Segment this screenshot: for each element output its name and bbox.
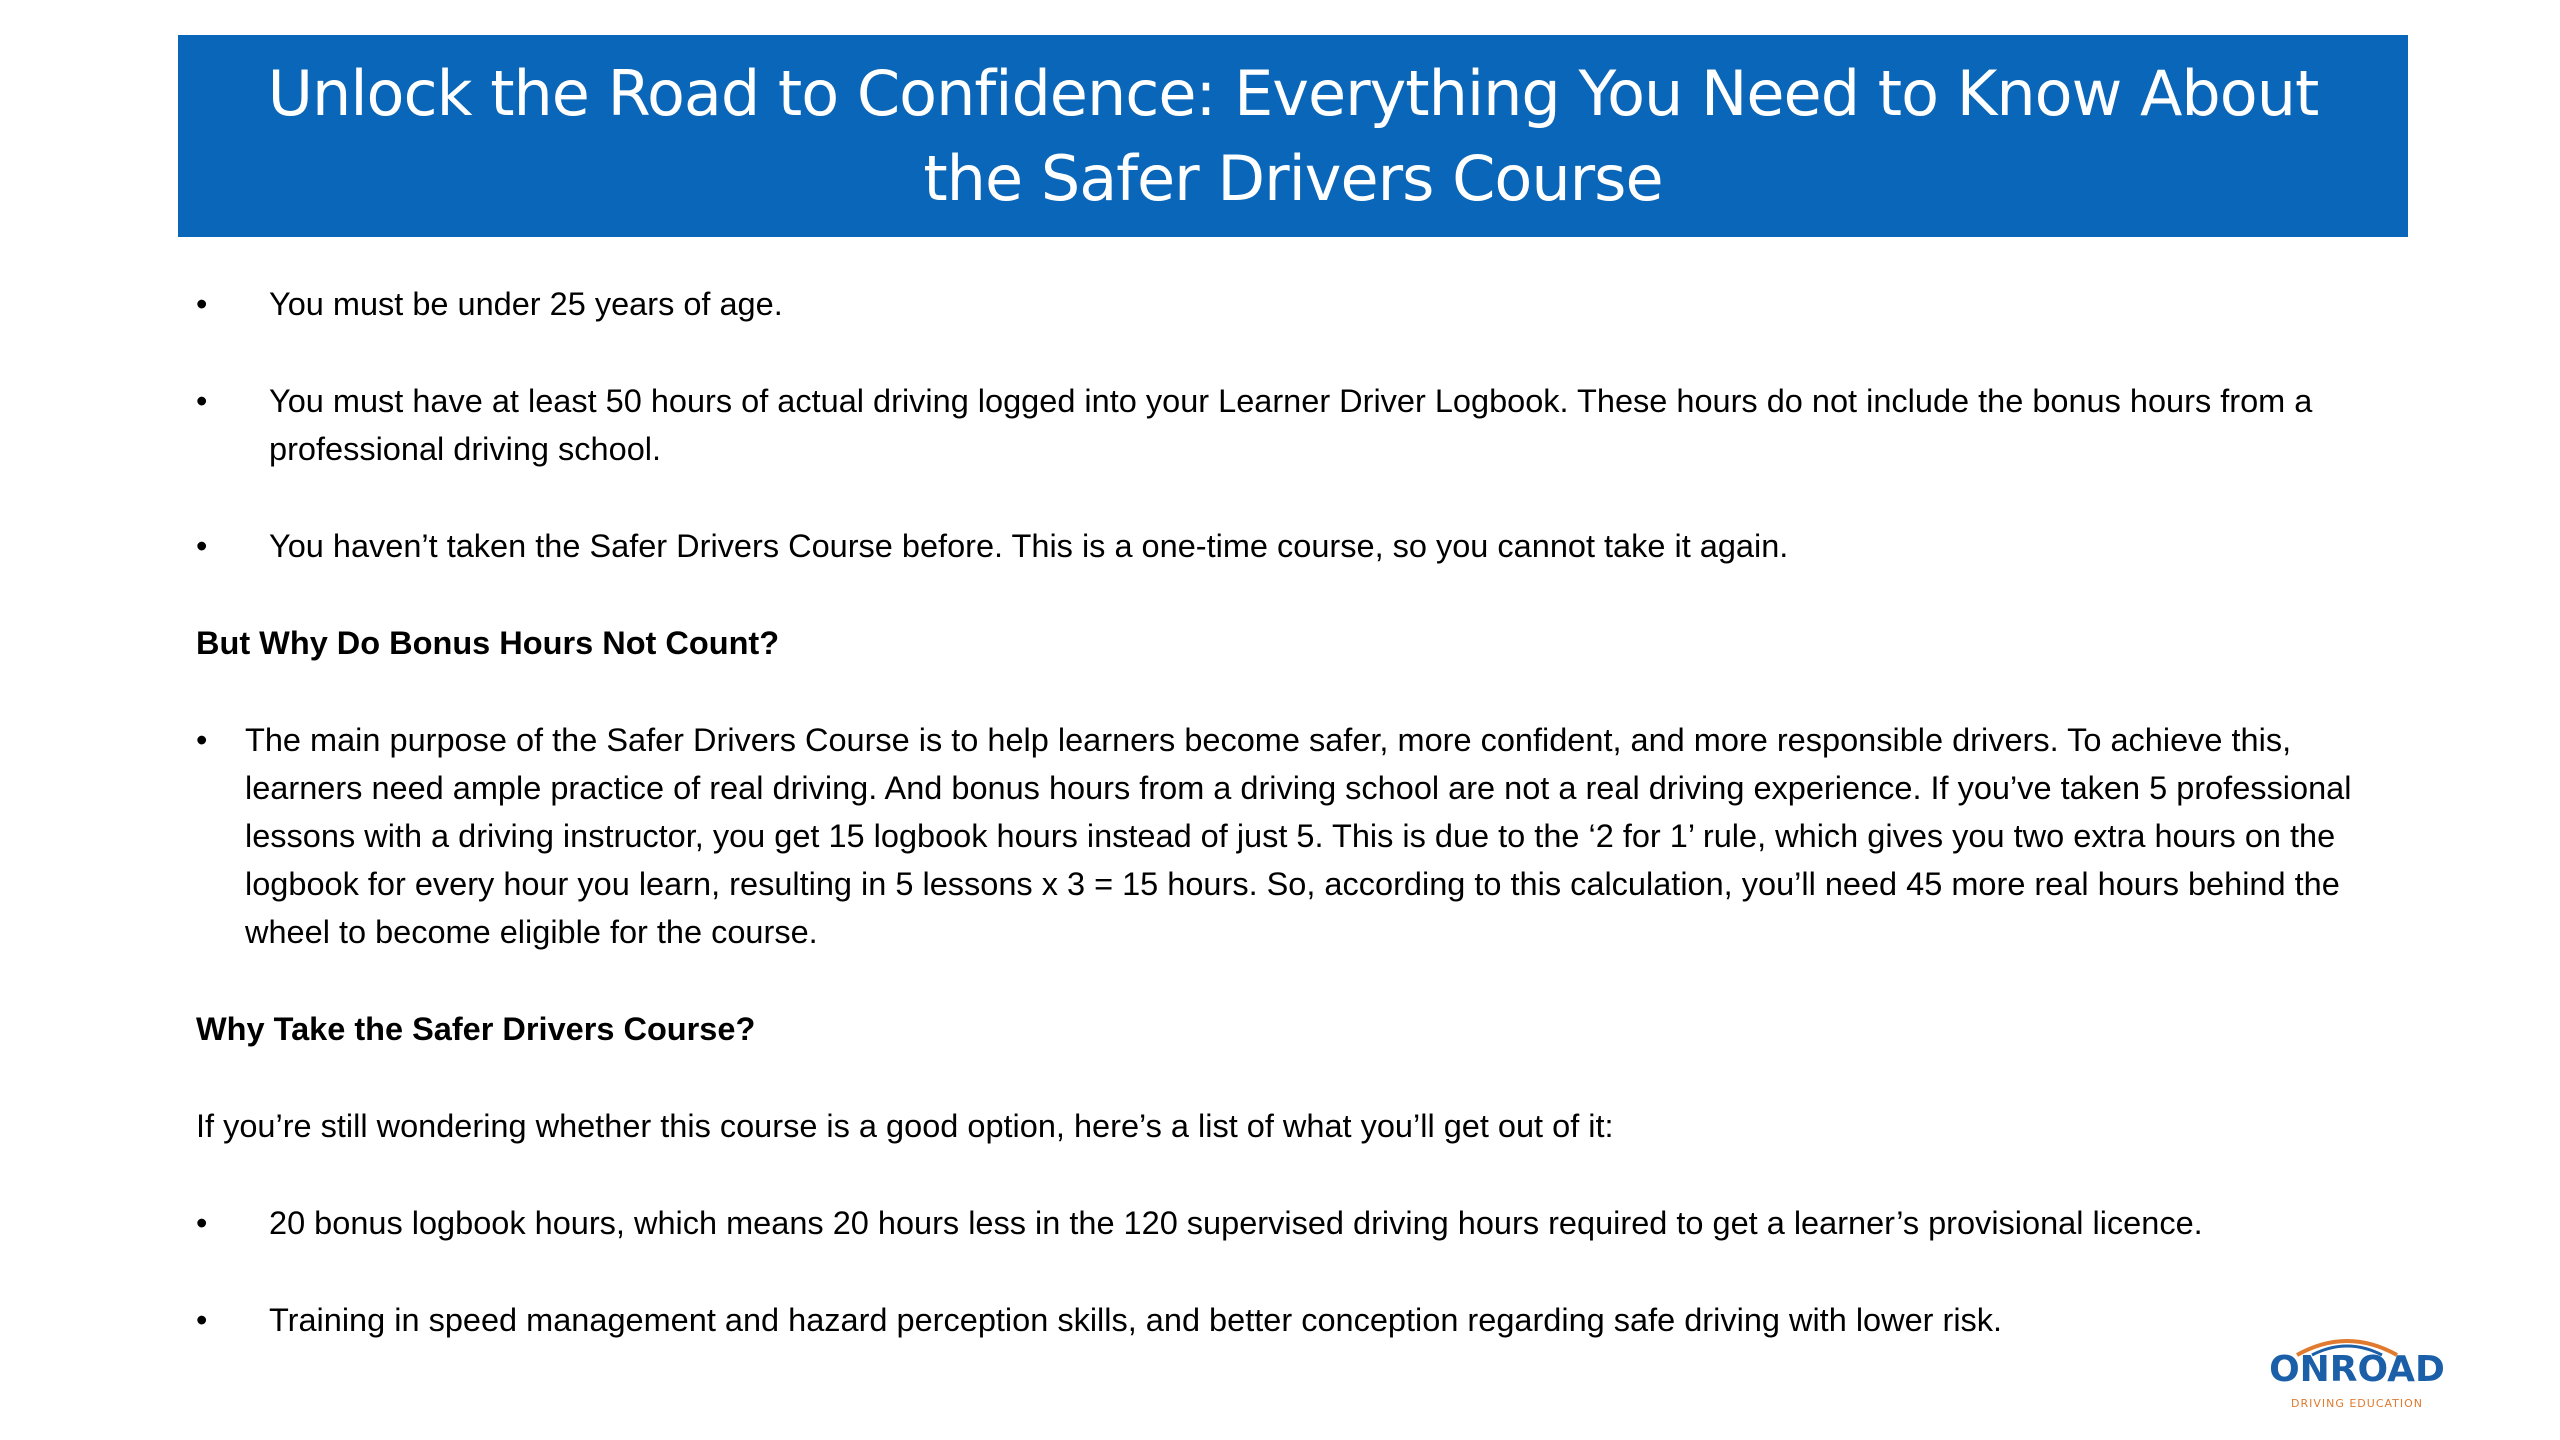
bullet-marker: • (196, 722, 208, 758)
logo-wordmark: ONROAD (2269, 1349, 2445, 1390)
bullet-marker: • (196, 528, 208, 564)
eligibility-bullet (196, 522, 2396, 570)
section-heading-why-take: Why Take the Safer Drivers Course? (196, 1011, 756, 1047)
benefit-bullet (196, 1296, 2396, 1344)
eligibility-bullet (196, 377, 2396, 473)
onroad-logo (2262, 1335, 2452, 1415)
bullet-marker: • (196, 286, 208, 322)
why-take-intro: If you’re still wondering whether this course is a good option, here’s a list of what you’ll get out of it: (196, 1108, 1614, 1144)
eligibility-bullet (196, 280, 2396, 328)
title-banner (178, 35, 2408, 237)
eligibility-bullet-text: You must be under 25 years of age. (269, 286, 783, 322)
bullet-marker: • (196, 1302, 208, 1338)
benefit-bullet (196, 1199, 2396, 1247)
bonus-hours-text: The main purpose of the Safer Drivers Course is to help learners become safer, more confident, and more responsible drivers. To achieve this, learners need ample practice of real driving. And bonus hours from a driving school are not a real driving experience. If you’ve taken 5 professional lessons with a driving instructor, you get 15 logbook hours instead of just 5. This is due to the ‘2 for 1’ rule, which gives you two extra hours on the logbook for every hour you learn, resulting in 5 lessons x 3 = 15 hours. So, according to this calculation, you’ll need 45 more real hours behind the wheel to become eligible for the course. (245, 722, 2352, 950)
benefit-bullet-text: 20 bonus logbook hours, which means 20 hours less in the 120 supervised driving hours required to get a learner’s provisional licence. (269, 1205, 2203, 1241)
eligibility-bullet-text: You must have at least 50 hours of actual driving logged into your Learner Driver Logbook. These hours do not include the bonus hours from a professional driving school. (269, 383, 2313, 467)
main-content (196, 280, 2396, 1393)
page-title: Unlock the Road to Confidence: Everything You Need to Know About the Safer Drivers Course (267, 57, 2319, 215)
benefit-bullet-text: Training in speed management and hazard perception skills, and better conception regarding safe driving with lower risk. (269, 1302, 2003, 1338)
bonus-hours-bullet (196, 716, 2396, 956)
bullet-marker: • (196, 383, 208, 419)
eligibility-bullet-text: You haven’t taken the Safer Drivers Course before. This is a one-time course, so you cannot take it again. (269, 528, 1789, 564)
bullet-marker: • (196, 1205, 208, 1241)
section-heading-bonus-hours: But Why Do Bonus Hours Not Count? (196, 625, 780, 661)
logo-subtitle: DRIVING EDUCATION (2290, 1397, 2424, 1410)
